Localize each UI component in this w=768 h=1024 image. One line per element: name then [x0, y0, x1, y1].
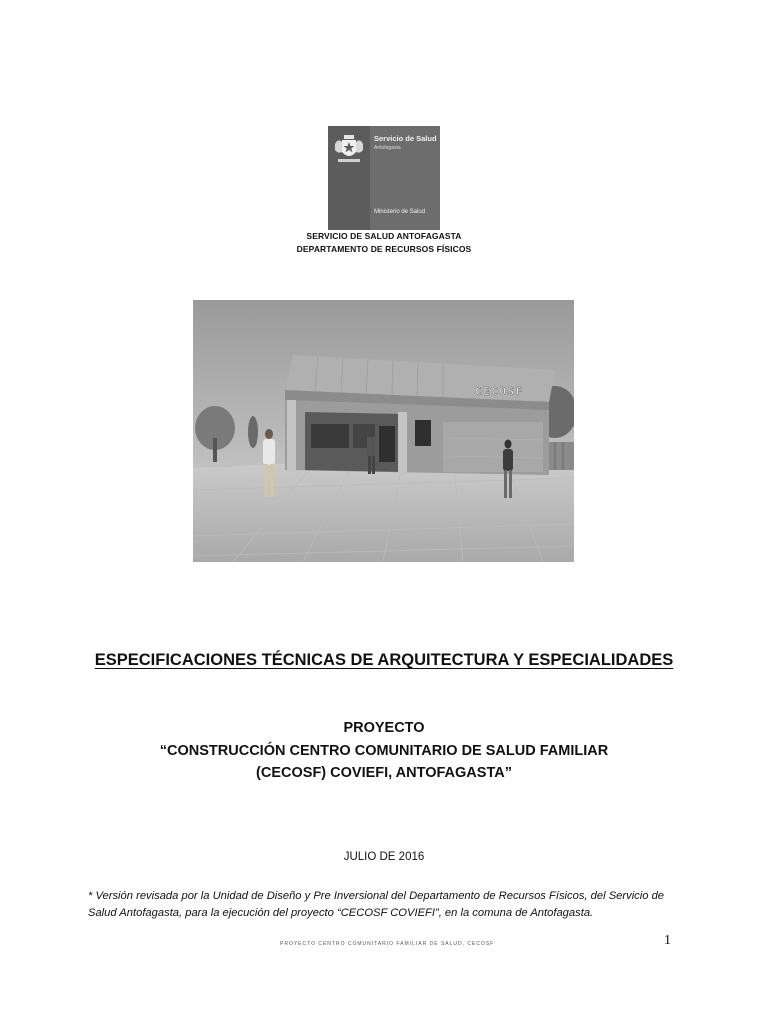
page-number: 1	[664, 933, 671, 948]
service-logo	[328, 126, 440, 230]
org-name: SERVICIO DE SALUD ANTOFAGASTA	[306, 231, 462, 241]
page-footer: PROYECTO CENTRO COMUNITARIO FAMILIAR DE SALUD, CECOSF	[280, 941, 495, 947]
project-label: PROYECTO	[343, 720, 425, 736]
logo-service-name: Servicio de Salud	[374, 134, 437, 143]
chile-coat-of-arms-icon	[332, 132, 366, 166]
building-render-image	[193, 300, 574, 562]
logo-ministry: Ministerio de Salud	[374, 209, 426, 215]
document-title: ESPECIFICACIONES TÉCNICAS DE ARQUITECTURA Y ESPECIALIDADES	[94, 651, 674, 669]
project-name-line1: “CONSTRUCCIÓN CENTRO COMUNITARIO DE SALUD FAMILIAR	[159, 743, 609, 759]
document-date: JULIO DE 2016	[343, 851, 425, 863]
org-department: DEPARTAMENTO DE RECURSOS FÍSICOS	[296, 244, 472, 254]
project-name-line2: (CECOSF) COVIEFI, ANTOFAGASTA”	[256, 765, 512, 781]
building-sign: CECOSF	[475, 385, 524, 398]
logo-crest-panel	[328, 126, 370, 230]
logo-text-panel	[370, 126, 440, 230]
revision-note: * Versión revisada por la Unidad de Diseño y Pre Inversional del Departamento de Recursos Físicos, del Servicio de Salud Antofagasta, para la ejecución del proyecto “CECOSF COVIEFI”, en la comuna de Antofagasta.	[88, 890, 665, 919]
logo-region: Antofagasta	[374, 145, 401, 151]
